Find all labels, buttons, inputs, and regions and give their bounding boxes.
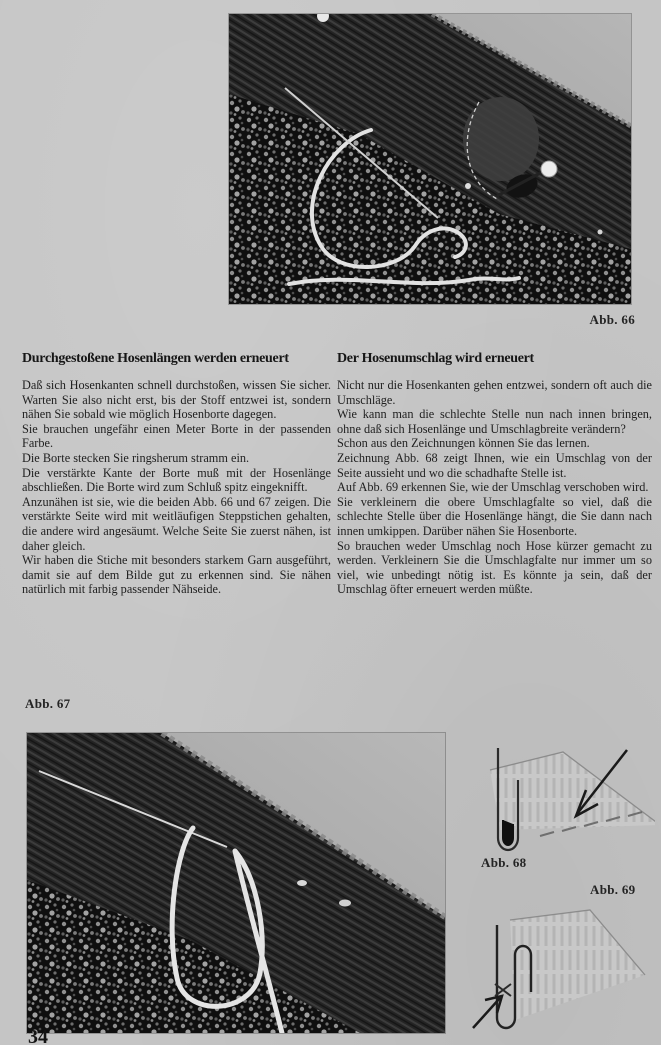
- paragraph: Wie kann man die schlechte Stelle nun nach innen bringen, ohne daß sich Hosenlänge und Umschlagbreite verändern?: [337, 407, 652, 436]
- right-column-heading: Der Hosenumschlag wird erneuert: [337, 351, 534, 366]
- left-column-heading: Durchgestoßene Hosenlängen werden erneuert: [22, 351, 289, 366]
- white-dot: [297, 880, 307, 886]
- left-column: [22, 351, 331, 597]
- fig66-caption: Abb. 66: [589, 312, 635, 327]
- paragraph: Auf Abb. 69 erkennen Sie, wie der Umschlag verschoben wird.: [337, 480, 649, 495]
- page-number: 34: [28, 1026, 48, 1045]
- fig69-drawing: [455, 900, 655, 1045]
- borte-fold-highlight: [463, 97, 539, 181]
- paragraph: Anzunähen ist sie, wie die beiden Abb. 66 und 67 zeigen. Die verstärkte Seite wird mit weitläufigen Steppstichen gehalten, die andere wird angesäumt. Welche Seite Sie zuerst nähen, ist daher gleich.: [22, 494, 331, 553]
- white-dot: [339, 900, 351, 907]
- fig67-photo: [27, 733, 445, 1033]
- hem-fold-dark: [503, 820, 513, 845]
- paragraph: Schon aus den Zeichnungen können Sie das lernen.: [337, 436, 590, 451]
- pin-head: [541, 161, 557, 177]
- white-dot: [465, 183, 471, 189]
- paragraph: Sie verkleinern die obere Umschlagfalte so viel, daß die schlechte Stelle über die Hosenlänge hängt, die Sie dann nach innen umkippen. Darüber nähen Sie Hosenborte.: [337, 494, 652, 538]
- paragraph: Sie brauchen ungefähr einen Meter Borte in der passenden Farbe.: [22, 421, 331, 451]
- right-column: [337, 351, 652, 597]
- fig67-caption: Abb. 67: [25, 696, 71, 711]
- paragraph: Daß sich Hosenkanten schnell durchstoßen, wissen Sie sicher. Warten Sie also nicht erst, bis der Stoff entzwei ist, sondern nähen Sie sobald wie möglich Hosenborte dagegen.: [22, 378, 331, 422]
- paragraph: So brauchen weder Umschlag noch Hose kürzer gemacht zu werden. Verkleinern Sie die Umschlagfalte nur immer um so viel, wie unbedingt nötig ist. Es könnte ja sein, daß der Umschlag öfter erneuert werden müßte.: [337, 538, 652, 597]
- paragraph: Wir haben die Stiche mit besonders starkem Garn ausgeführt, damit sie auf dem Bilde gut zu erkennen sind. Sie nähen natürlich mit farbig passender Nähseide.: [22, 553, 331, 597]
- fig69-caption: Abb. 69: [590, 882, 636, 897]
- paragraph: Nicht nur die Hosenkanten gehen entzwei, sondern oft auch die Umschläge.: [337, 378, 652, 407]
- fig68-caption: Abb. 68: [481, 855, 527, 870]
- fig68-drawing: [455, 728, 655, 854]
- paragraph: Die verstärkte Kante der Borte muß mit der Hosenlänge abschließen. Die Borte wird zum Schluß spitz eingeknifft.: [22, 465, 331, 495]
- paragraph: Zeichnung Abb. 68 zeigt Ihnen, wie ein Umschlag von der Seite aussieht und wo die schadhafte Stelle ist.: [337, 450, 652, 480]
- white-dot: [598, 230, 603, 235]
- fig66-photo: [229, 14, 631, 304]
- paragraph: Die Borte stecken Sie ringsherum stramm ein.: [22, 450, 250, 465]
